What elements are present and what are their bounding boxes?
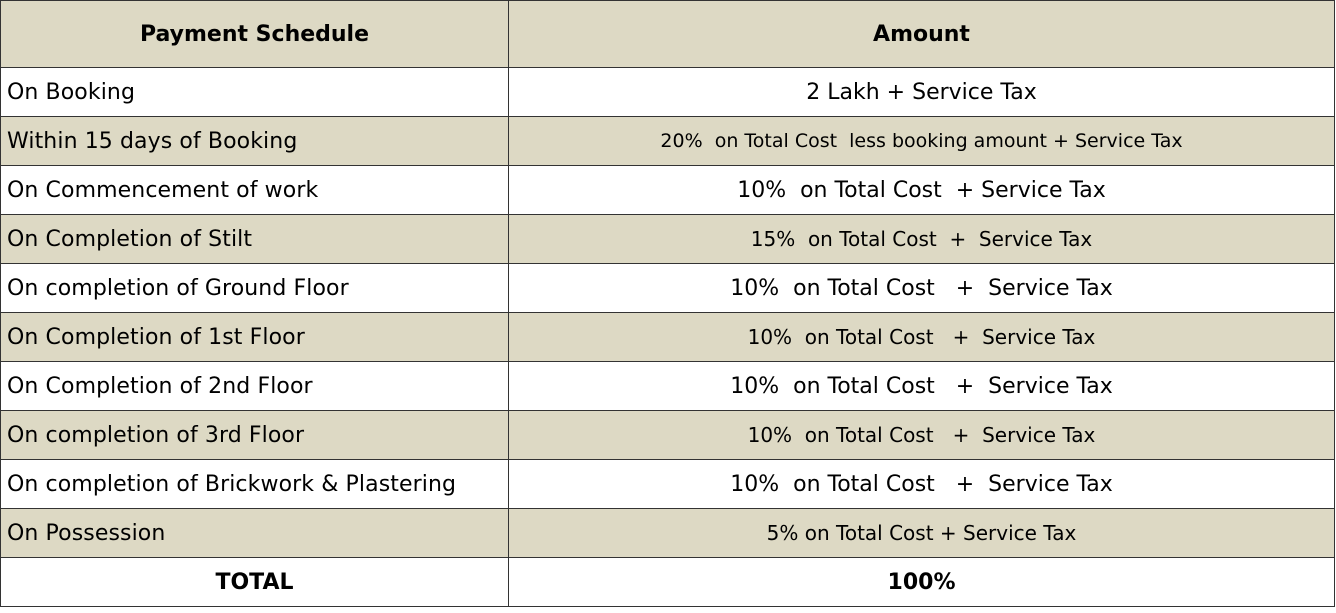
row-stage: On Completion of 2nd Floor [1,362,509,411]
row-amount: 10% on Total Cost + Service Tax [509,362,1335,411]
header-payment-schedule: Payment Schedule [1,1,509,68]
table-row [1,117,1335,166]
table-row [1,509,1335,558]
total-label: TOTAL [1,558,509,607]
row-amount: 10% on Total Cost + Service Tax [509,166,1335,215]
row-amount: 10% on Total Cost + Service Tax [509,411,1335,460]
row-stage: On Completion of 1st Floor [1,313,509,362]
row-amount: 10% on Total Cost + Service Tax [509,460,1335,509]
table-row [1,362,1335,411]
table-row [1,215,1335,264]
row-amount: 20% on Total Cost less booking amount + Service Tax [509,117,1335,166]
table-row [1,411,1335,460]
table-row [1,460,1335,509]
table-header-row [1,1,1335,68]
row-stage: On Commencement of work [1,166,509,215]
row-stage: On Booking [1,68,509,117]
table-row [1,313,1335,362]
row-stage: On Completion of Stilt [1,215,509,264]
row-amount: 10% on Total Cost + Service Tax [509,264,1335,313]
total-value: 100% [509,558,1335,607]
table-row [1,264,1335,313]
row-stage: On completion of Brickwork & Plastering [1,460,509,509]
row-stage: Within 15 days of Booking [1,117,509,166]
row-amount: 10% on Total Cost + Service Tax [509,313,1335,362]
total-row [1,558,1335,607]
row-stage: On completion of 3rd Floor [1,411,509,460]
row-amount: 15% on Total Cost + Service Tax [509,215,1335,264]
header-amount: Amount [509,1,1335,68]
row-amount: 2 Lakh + Service Tax [509,68,1335,117]
row-stage: On completion of Ground Floor [1,264,509,313]
row-stage: On Possession [1,509,509,558]
table-row [1,68,1335,117]
table-row [1,166,1335,215]
row-amount: 5% on Total Cost + Service Tax [509,509,1335,558]
